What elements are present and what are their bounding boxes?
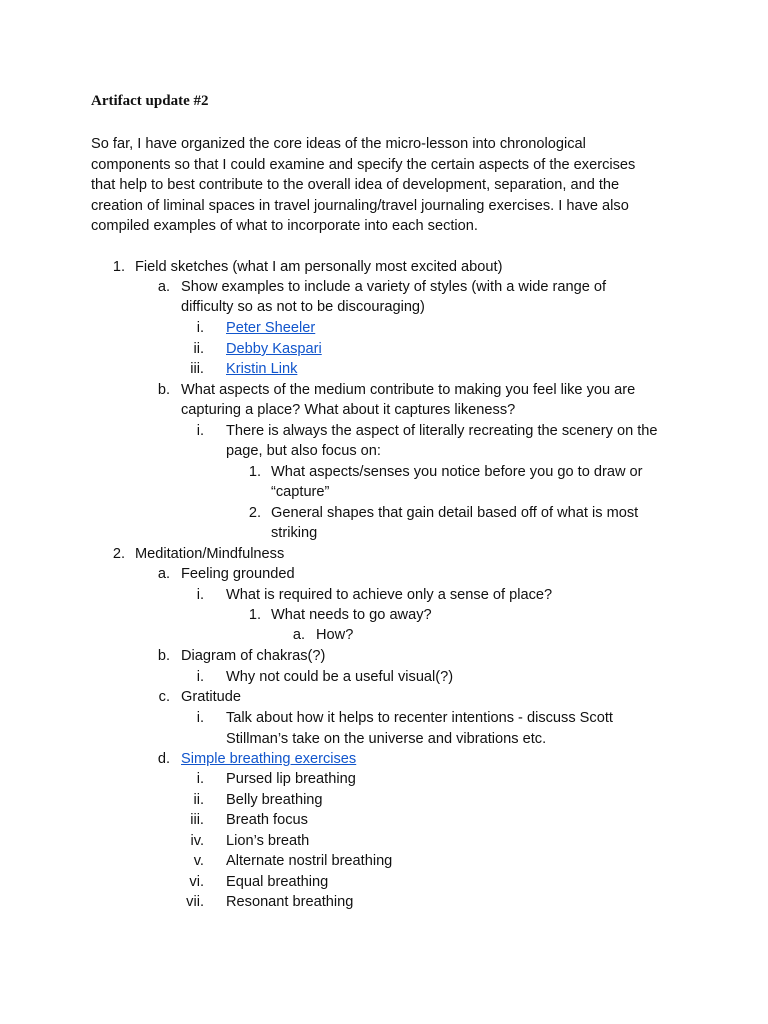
intro-paragraph: So far, I have organized the core ideas of the micro-lesson into chronological components so that I could examine and specify the certain aspects of the exercises that help to best contribute to the overall idea of development, separation, and the creation of liminal spaces in travel journaling/travel journaling exercises. I have also compiled examples of what to incorporate into each section. [91,136,636,235]
list-marker: a. [157,566,170,582]
list-text: How? [316,627,354,643]
peter-sheeler-link[interactable]: Peter Sheeler [226,320,316,336]
list-text: Gratitude [181,689,242,705]
list-text: Alternate nostril breathing [226,853,393,869]
list-text: Pursed lip breathing [226,771,356,787]
list-text: Belly breathing [226,792,323,808]
list-text: There is always the aspect of literally recreating the scenery on the [226,423,658,439]
list-text: Feeling grounded [181,566,295,582]
list-marker: i. [196,423,204,439]
list-marker: 1. [248,464,261,480]
list-text: What is required to achieve only a sense of place? [226,587,553,603]
list-marker: 2. [248,505,261,521]
list-marker: iv. [190,833,204,849]
list-text: Talk about how it helps to recenter intentions - discuss Scott [226,710,613,726]
list-text: Breath focus [226,812,308,828]
list-text: capturing a place? What about it captures likeness? [181,402,516,418]
list-marker: 1. [248,607,261,623]
list-marker: a. [157,279,170,295]
list-marker: iii. [190,812,204,828]
list-text: Show examples to include a variety of styles (with a wide range of [181,279,607,295]
debby-kaspari-link[interactable]: Debby Kaspari [226,341,322,357]
list-marker: i. [196,320,204,336]
list-text: Lion’s breath [226,833,310,849]
list-marker: b. [157,382,170,398]
list-text: difficulty so as not to be discouraging) [181,299,425,315]
list-text: Field sketches (what I am personally most excited about) [135,259,503,275]
list-text: Why not could be a useful visual(?) [226,669,454,685]
kristin-link-link[interactable]: Kristin Link [226,361,298,377]
list-marker: v. [193,853,204,869]
list-marker: b. [157,648,170,664]
simple-breathing-exercises-link[interactable]: Simple breathing exercises [181,751,357,767]
list-text: Stillman’s take on the universe and vibrations etc. [226,731,547,747]
list-marker: ii. [193,341,204,357]
list-marker: vii. [186,894,204,910]
list-marker: iii. [190,361,204,377]
list-marker: vi. [189,874,204,890]
list-marker: 2. [112,546,125,562]
list-marker: d. [157,751,170,767]
list-text: What needs to go away? [271,607,432,623]
document-title: Artifact update #2 [91,93,209,109]
list-text: striking [271,525,318,541]
list-text: Diagram of chakras(?) [181,648,326,664]
list-marker: c. [158,689,170,705]
list-marker: i. [196,710,204,726]
list-text: What aspects of the medium contribute to making you feel like you are [181,382,636,398]
list-text: page, but also focus on: [226,443,381,459]
list-text: Resonant breathing [226,894,354,910]
list-marker: i. [196,669,204,685]
list-text: “capture” [271,484,330,500]
list-text: General shapes that gain detail based off of what is most [271,505,639,521]
list-marker: ii. [193,792,204,808]
list-marker: 1. [112,259,125,275]
list-marker: i. [196,587,204,603]
list-text: What aspects/senses you notice before you go to draw or [271,464,643,480]
list-marker: a. [292,627,305,643]
list-text: Meditation/Mindfulness [135,546,285,562]
list-text: Equal breathing [226,874,329,890]
list-marker: i. [196,771,204,787]
